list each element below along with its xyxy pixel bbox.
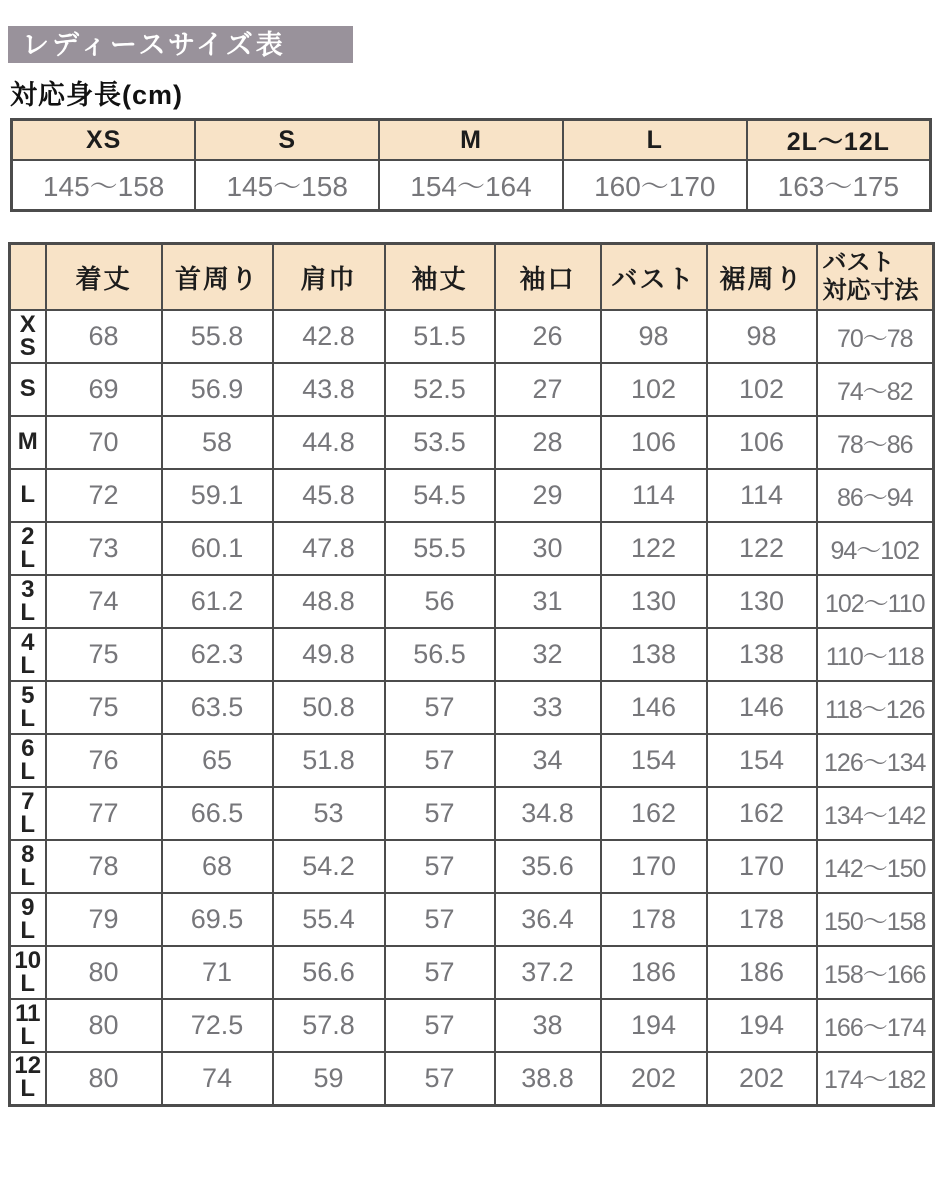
size-value-cell: 57: [385, 734, 495, 787]
size-value-cell: 57: [385, 787, 495, 840]
size-value-cell: 30: [495, 522, 601, 575]
size-row-label: 12 L: [10, 1052, 46, 1105]
height-col-header: M: [379, 120, 563, 161]
size-value-cell: 29: [495, 469, 601, 522]
size-row-label: X S: [10, 310, 46, 363]
height-value-cell: 145～158: [195, 160, 379, 211]
size-value-cell: 34.8: [495, 787, 601, 840]
size-value-cell: 57.8: [273, 999, 385, 1052]
size-row-label: 8 L: [10, 840, 46, 893]
size-value-cell: 194: [601, 999, 707, 1052]
size-value-cell: 70: [46, 416, 162, 469]
page-title: レディースサイズ表: [8, 26, 353, 63]
size-value-cell: 98: [707, 310, 817, 363]
height-table-header-row: [12, 120, 931, 161]
height-table: [10, 118, 932, 212]
size-value-cell: 47.8: [273, 522, 385, 575]
size-value-cell: 57: [385, 681, 495, 734]
size-value-cell: 170: [707, 840, 817, 893]
size-table-row: [10, 999, 934, 1052]
size-value-cell: 142～150: [817, 840, 934, 893]
size-row-label: 5 L: [10, 681, 46, 734]
size-value-cell: 86～94: [817, 469, 934, 522]
size-value-cell: 80: [46, 946, 162, 999]
size-value-cell: 42.8: [273, 310, 385, 363]
size-value-cell: 54.2: [273, 840, 385, 893]
size-value-cell: 63.5: [162, 681, 273, 734]
height-col-header: S: [195, 120, 379, 161]
size-value-cell: 126～134: [817, 734, 934, 787]
size-value-cell: 57: [385, 840, 495, 893]
size-value-cell: 38.8: [495, 1052, 601, 1105]
size-value-cell: 54.5: [385, 469, 495, 522]
size-value-cell: 33: [495, 681, 601, 734]
size-table-row: [10, 522, 934, 575]
size-value-cell: 56.6: [273, 946, 385, 999]
size-value-cell: 166～174: [817, 999, 934, 1052]
size-table-row: [10, 416, 934, 469]
size-value-cell: 186: [707, 946, 817, 999]
size-value-cell: 77: [46, 787, 162, 840]
size-value-cell: 57: [385, 1052, 495, 1105]
size-value-cell: 37.2: [495, 946, 601, 999]
size-value-cell: 74～82: [817, 363, 934, 416]
size-value-cell: 98: [601, 310, 707, 363]
size-value-cell: 162: [707, 787, 817, 840]
size-value-cell: 68: [162, 840, 273, 893]
size-value-cell: 70～78: [817, 310, 934, 363]
size-value-cell: 55.5: [385, 522, 495, 575]
size-value-cell: 53.5: [385, 416, 495, 469]
size-value-cell: 62.3: [162, 628, 273, 681]
size-table-row: [10, 310, 934, 363]
size-table: [8, 242, 935, 1107]
size-value-cell: 69: [46, 363, 162, 416]
size-value-cell: 114: [601, 469, 707, 522]
size-value-cell: 150～158: [817, 893, 934, 946]
size-value-cell: 57: [385, 946, 495, 999]
size-value-cell: 174～182: [817, 1052, 934, 1105]
size-table-body: [10, 310, 934, 1105]
size-row-label: S: [10, 363, 46, 416]
size-value-cell: 138: [707, 628, 817, 681]
size-value-cell: 44.8: [273, 416, 385, 469]
size-row-label: 4 L: [10, 628, 46, 681]
size-table-row: [10, 1052, 934, 1105]
size-value-cell: 122: [601, 522, 707, 575]
size-value-cell: 130: [707, 575, 817, 628]
height-section-label: 対応身長(cm): [10, 80, 184, 110]
size-table-row: [10, 787, 934, 840]
size-value-cell: 158～166: [817, 946, 934, 999]
size-row-label: 7 L: [10, 787, 46, 840]
height-value-cell: 163～175: [747, 160, 931, 211]
size-value-cell: 69.5: [162, 893, 273, 946]
size-value-cell: 72.5: [162, 999, 273, 1052]
size-value-cell: 56.5: [385, 628, 495, 681]
size-row-label: 2 L: [10, 522, 46, 575]
size-value-cell: 178: [601, 893, 707, 946]
size-value-cell: 79: [46, 893, 162, 946]
size-value-cell: 75: [46, 628, 162, 681]
size-row-label: 10 L: [10, 946, 46, 999]
size-value-cell: 52.5: [385, 363, 495, 416]
height-value-cell: 145～158: [12, 160, 196, 211]
size-value-cell: 74: [162, 1052, 273, 1105]
height-value-cell: 154～164: [379, 160, 563, 211]
size-value-cell: 49.8: [273, 628, 385, 681]
size-value-cell: 134～142: [817, 787, 934, 840]
size-value-cell: 80: [46, 999, 162, 1052]
size-col-header: 着丈: [46, 244, 162, 311]
size-value-cell: 60.1: [162, 522, 273, 575]
size-value-cell: 130: [601, 575, 707, 628]
size-value-cell: 61.2: [162, 575, 273, 628]
size-col-header: 肩巾: [273, 244, 385, 311]
size-value-cell: 146: [601, 681, 707, 734]
size-value-cell: 102: [601, 363, 707, 416]
size-value-cell: 162: [601, 787, 707, 840]
size-row-label: 6 L: [10, 734, 46, 787]
size-col-header-line: 対応寸法: [822, 277, 919, 304]
size-table-row: [10, 840, 934, 893]
size-value-cell: 48.8: [273, 575, 385, 628]
height-col-header: 2L～12L: [747, 120, 931, 161]
size-value-cell: 56: [385, 575, 495, 628]
size-value-cell: 154: [707, 734, 817, 787]
size-col-header: 首周り: [162, 244, 273, 311]
size-value-cell: 51.8: [273, 734, 385, 787]
size-value-cell: 56.9: [162, 363, 273, 416]
size-value-cell: 38: [495, 999, 601, 1052]
size-value-cell: 154: [601, 734, 707, 787]
size-value-cell: 73: [46, 522, 162, 575]
height-col-header: L: [563, 120, 747, 161]
size-table-row: [10, 363, 934, 416]
size-value-cell: 122: [707, 522, 817, 575]
size-value-cell: 59: [273, 1052, 385, 1105]
size-value-cell: 55.4: [273, 893, 385, 946]
size-row-label: 9 L: [10, 893, 46, 946]
size-value-cell: 118～126: [817, 681, 934, 734]
size-value-cell: 202: [707, 1052, 817, 1105]
size-value-cell: 78: [46, 840, 162, 893]
size-value-cell: 53: [273, 787, 385, 840]
size-value-cell: 170: [601, 840, 707, 893]
size-value-cell: 26: [495, 310, 601, 363]
size-table-row: [10, 734, 934, 787]
size-row-label: L: [10, 469, 46, 522]
size-value-cell: 102: [707, 363, 817, 416]
size-table-row: [10, 893, 934, 946]
size-table-corner-cell: [10, 244, 46, 311]
size-value-cell: 66.5: [162, 787, 273, 840]
size-value-cell: 106: [601, 416, 707, 469]
size-value-cell: 58: [162, 416, 273, 469]
size-table-row: [10, 681, 934, 734]
size-value-cell: 76: [46, 734, 162, 787]
size-value-cell: 59.1: [162, 469, 273, 522]
size-col-header: バスト: [601, 244, 707, 311]
size-value-cell: 94～102: [817, 522, 934, 575]
size-value-cell: 57: [385, 893, 495, 946]
size-value-cell: 75: [46, 681, 162, 734]
size-table-row: [10, 575, 934, 628]
height-table-value-row: [12, 160, 931, 211]
size-row-label: 11 L: [10, 999, 46, 1052]
size-value-cell: 74: [46, 575, 162, 628]
height-value-cell: 160～170: [563, 160, 747, 211]
size-value-cell: 36.4: [495, 893, 601, 946]
size-value-cell: 65: [162, 734, 273, 787]
size-value-cell: 138: [601, 628, 707, 681]
size-value-cell: 71: [162, 946, 273, 999]
size-value-cell: 80: [46, 1052, 162, 1105]
size-table-header-row: [10, 244, 934, 311]
size-value-cell: 78～86: [817, 416, 934, 469]
size-table-row: [10, 628, 934, 681]
size-value-cell: 35.6: [495, 840, 601, 893]
size-value-cell: 57: [385, 999, 495, 1052]
size-col-header: [817, 244, 934, 311]
size-row-label: 3 L: [10, 575, 46, 628]
size-value-cell: 68: [46, 310, 162, 363]
size-value-cell: 72: [46, 469, 162, 522]
size-value-cell: 178: [707, 893, 817, 946]
size-value-cell: 102～110: [817, 575, 934, 628]
size-table-row: [10, 469, 934, 522]
size-value-cell: 186: [601, 946, 707, 999]
size-value-cell: 55.8: [162, 310, 273, 363]
size-value-cell: 31: [495, 575, 601, 628]
size-value-cell: 106: [707, 416, 817, 469]
size-value-cell: 114: [707, 469, 817, 522]
size-col-header: 袖口: [495, 244, 601, 311]
size-value-cell: 32: [495, 628, 601, 681]
size-value-cell: 202: [601, 1052, 707, 1105]
size-col-header-line: バスト: [822, 249, 895, 277]
size-value-cell: 43.8: [273, 363, 385, 416]
size-value-cell: 28: [495, 416, 601, 469]
size-row-label: M: [10, 416, 46, 469]
size-value-cell: 146: [707, 681, 817, 734]
size-table-row: [10, 946, 934, 999]
size-value-cell: 34: [495, 734, 601, 787]
size-value-cell: 27: [495, 363, 601, 416]
size-value-cell: 51.5: [385, 310, 495, 363]
size-col-header: 裾周り: [707, 244, 817, 311]
size-value-cell: 50.8: [273, 681, 385, 734]
size-col-header: 袖丈: [385, 244, 495, 311]
height-col-header: XS: [12, 120, 196, 161]
size-value-cell: 194: [707, 999, 817, 1052]
size-value-cell: 110～118: [817, 628, 934, 681]
size-value-cell: 45.8: [273, 469, 385, 522]
